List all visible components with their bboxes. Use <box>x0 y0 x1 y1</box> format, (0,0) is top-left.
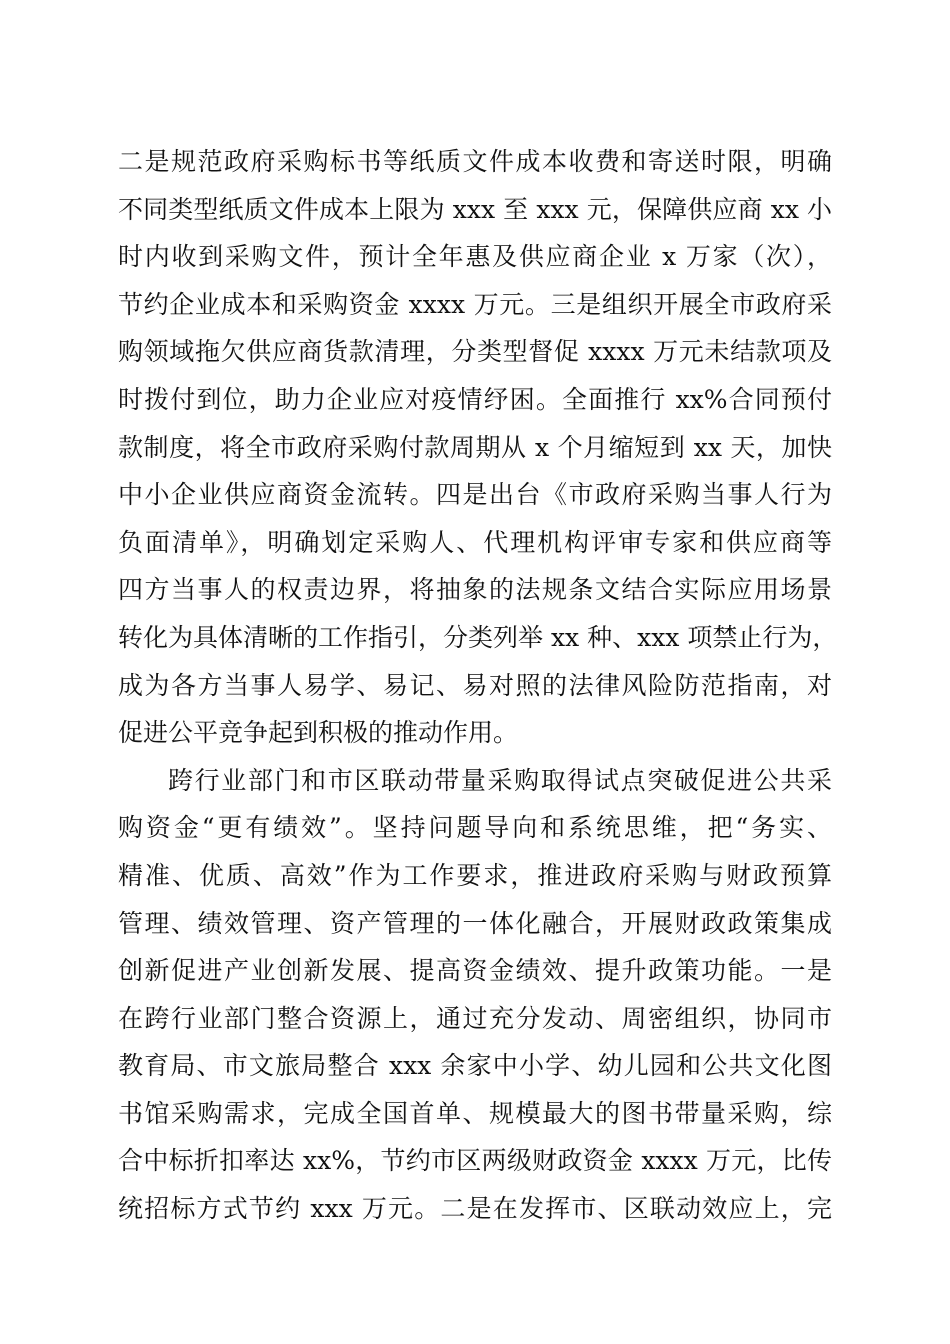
paragraph-2 <box>118 757 832 1233</box>
text-line: 跨行业部门和市区联动带量采购取得试点突破促进公共采 <box>168 765 832 795</box>
text-line: 节约企业成本和采购资金 xxxx 万元。三是组织开展全市政府采 <box>118 289 832 319</box>
text-line: 购资金“更有绩效”。坚持问题导向和系统思维，把“务实、 <box>118 813 832 843</box>
text-line: 书馆采购需求，完成全国首单、规模最大的图书带量采购，综 <box>118 1098 832 1128</box>
text-line: 二是规范政府采购标书等纸质文件成本收费和寄送时限，明确 <box>118 147 832 176</box>
text-line: 教育局、市文旅局整合 xxx 余家中小学、幼儿园和公共文化图 <box>118 1051 832 1081</box>
text-line: 促进公平竞争起到积极的推动作用。 <box>118 718 519 748</box>
text-line: 统招标方式节约 xxx 万元。二是在发挥市、区联动效应上，完 <box>118 1194 832 1224</box>
text-line: 成为各方当事人易学、易记、易对照的法律风险防范指南，对 <box>118 670 832 700</box>
text-line: 时内收到采购文件，预计全年惠及供应商企业 x 万家（次）， <box>118 242 832 272</box>
text-line: 在跨行业部门整合资源上，通过充分发动、周密组织，协同市 <box>118 1003 832 1033</box>
document-body <box>118 138 838 1233</box>
text-line: 购领域拖欠供应商货款清理，分类型督促 xxxx 万元未结款项及 <box>118 337 832 367</box>
text-line: 时拨付到位，助力企业应对疫情纾困。全面推行 xx%合同预付 <box>118 384 832 414</box>
text-line: 创新促进产业创新发展、提高资金绩效、提升政策功能。一是 <box>118 956 832 986</box>
text-line: 合中标折扣率达 xx%，节约市区两级财政资金 xxxx 万元，比传 <box>118 1146 832 1176</box>
text-line: 款制度，将全市政府采购付款周期从 x 个月缩短到 xx 天，加快 <box>118 432 832 462</box>
text-line: 不同类型纸质文件成本上限为 xxx 至 xxx 元，保障供应商 xx 小 <box>118 194 832 224</box>
text-line: 负面清单》，明确划定采购人、代理机构评审专家和供应商等 <box>118 527 832 557</box>
text-line: 管理、绩效管理、资产管理的一体化融合，开展财政政策集成 <box>118 908 832 938</box>
text-line: 四方当事人的权责边界，将抽象的法规条文结合实际应用场景 <box>118 575 832 605</box>
paragraph-1 <box>118 138 838 757</box>
text-line: 精准、优质、高效”作为工作要求，推进政府采购与财政预算 <box>118 860 832 890</box>
text-line: 中小企业供应商资金流转。四是出台《市政府采购当事人行为 <box>118 480 832 510</box>
text-line: 转化为具体清晰的工作指引，分类列举 xx 种、xxx 项禁止行为， <box>118 622 838 652</box>
